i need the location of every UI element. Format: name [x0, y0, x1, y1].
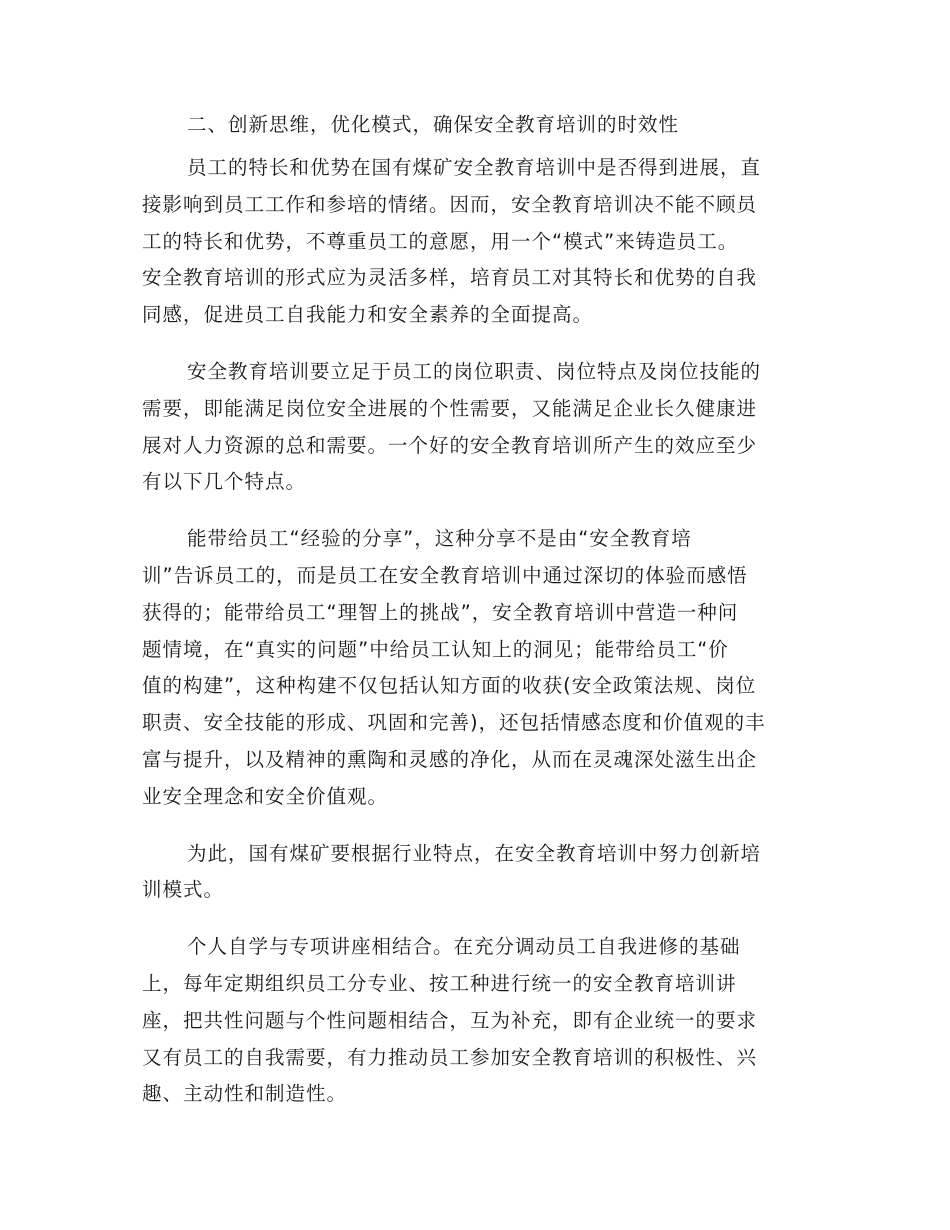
paragraph-line: 工的特长和优势，不尊重员工的意愿，用一个“模式”来铸造员工。 [142, 229, 739, 253]
paragraph-line: 安全教育培训要立足于员工的岗位职责、岗位特点及岗位技能的 [187, 359, 762, 383]
paragraph-line: 展对人力资源的总和需要。一个好的安全教育培训所产生的效应至少 [142, 433, 758, 457]
paragraph-4 [142, 836, 810, 910]
paragraph-line: 为此，国有煤矿要根据行业特点，在安全教育培训中努力创新培 [187, 841, 762, 865]
paragraph-line: 接影响到员工工作和参培的情绪。因而，安全教育培训决不能不顾员 [142, 192, 758, 216]
paragraph-line: 同感，促进员工自我能力和安全素养的全面提高。 [142, 303, 594, 327]
paragraph-line: 趣、主动性和制造性。 [142, 1082, 348, 1106]
paragraph-2 [142, 354, 810, 501]
document-page [142, 106, 810, 1133]
paragraph-line: 个人自学与专项讲座相结合。在充分调动员工自我进修的基础 [187, 935, 741, 959]
paragraph-line: 又有员工的自我需要，有力推动员工参加安全教育培训的积极性、兴 [142, 1045, 758, 1069]
paragraph-1 [142, 150, 810, 334]
paragraph-line: 值的构建”，这种构建不仅包括认知方面的收获(安全政策法规、岗位 [142, 674, 757, 698]
paragraph-3 [142, 521, 810, 815]
paragraph-line: 题情境，在“真实的问题”中给员工认知上的洞见；能带给员工“价 [142, 637, 729, 661]
paragraph-line: 上，每年定期组织员工分专业、按工种进行统一的安全教育培训讲 [142, 971, 737, 995]
paragraph-line: 能带给员工“经验的分享”，这种分享不是由“安全教育培 [187, 527, 692, 551]
section-heading: 二、创新思维，优化模式，确保安全教育培训的时效性 [187, 113, 680, 136]
paragraph-line: 训模式。 [142, 878, 225, 902]
paragraph-line: 有以下几个特点。 [142, 470, 307, 494]
paragraph-line: 职责、安全技能的形成、巩固和完善)，还包括情感态度和价值观的丰 [142, 711, 766, 735]
paragraph-5 [142, 929, 810, 1113]
paragraph-line: 业安全理念和安全价值观。 [142, 784, 389, 808]
paragraph-line: 需要，即能满足岗位安全进展的个性需要，又能满足企业长久健康进 [142, 396, 758, 420]
paragraph-line: 安全教育培训的形式应为灵活多样，培育员工对其特长和优势的自我 [142, 266, 758, 290]
paragraph-line: 训”告诉员工的，而是员工在安全教育培训中通过深切的体验而感悟 [142, 563, 748, 587]
paragraph-line: 员工的特长和优势在国有煤矿安全教育培训中是否得到进展，直 [187, 156, 762, 179]
paragraph-line: 座，把共性问题与个性问题相结合，互为补充，即有企业统一的要求 [142, 1008, 758, 1032]
paragraph-line: 获得的；能带给员工“理智上的挑战”，安全教育培训中营造一种问 [142, 600, 739, 624]
paragraph-line: 富与提升，以及精神的熏陶和灵感的净化，从而在灵魂深处滋生出企 [142, 747, 758, 771]
